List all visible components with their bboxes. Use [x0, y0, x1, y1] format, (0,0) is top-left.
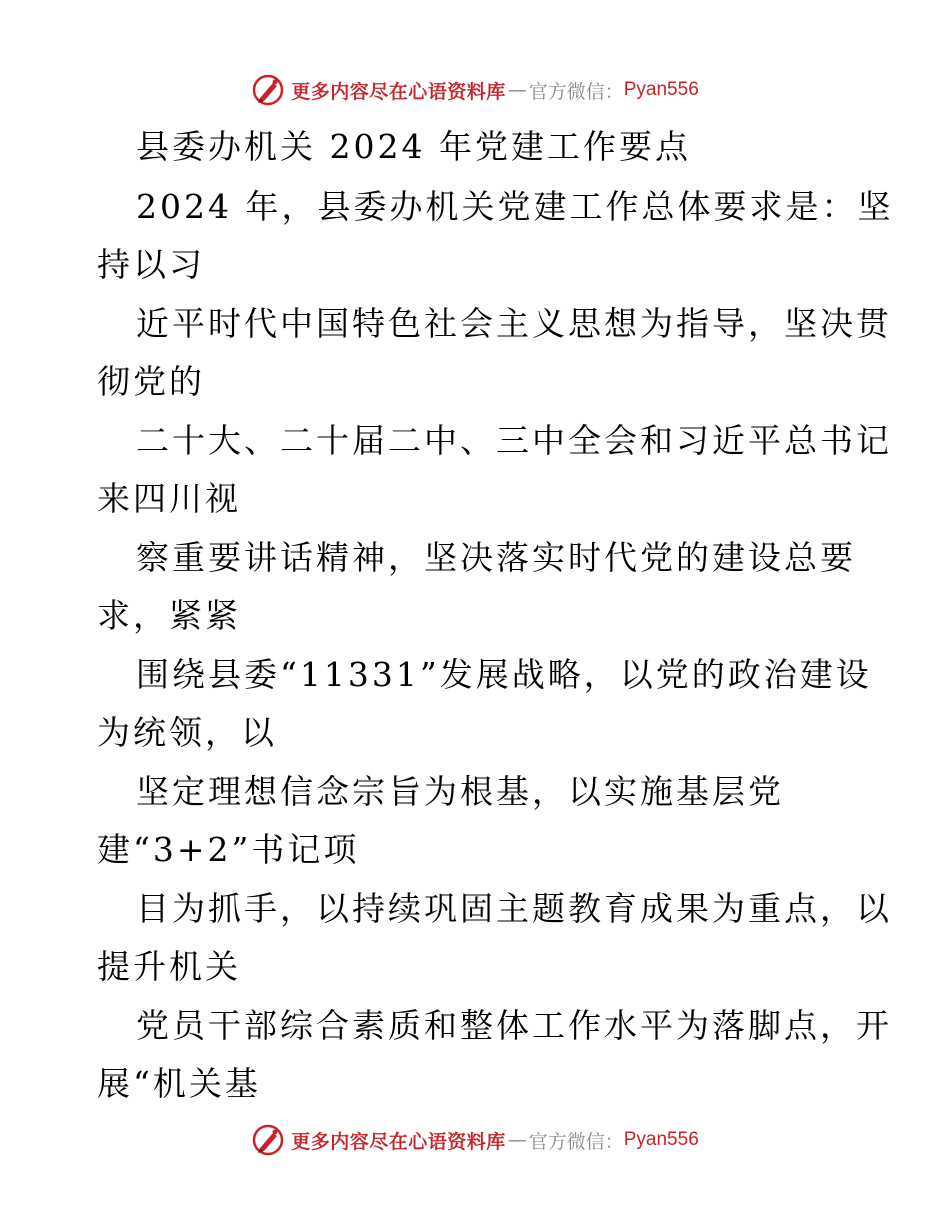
watermark-wechat-label: 官方微信： — [528, 1130, 624, 1153]
document-line: 展“机关基 — [97, 1064, 261, 1103]
document-line: 来四川视 — [97, 479, 241, 518]
document-line: 二十大、二十届二中、三中全会和习近平总书记 — [136, 421, 892, 460]
document-line: 持以习 — [97, 245, 205, 284]
footer-watermark — [0, 1120, 950, 1160]
watermark-wechat-id: Pyan556 — [623, 1129, 699, 1150]
document-line: 提升机关 — [97, 947, 241, 986]
watermark-dash: — — [507, 1129, 527, 1151]
document-line: 建“3+2”书记项 — [97, 830, 360, 869]
document-line: 围绕县委“11331”发展战略，以党的政治建设 — [136, 655, 872, 694]
watermark-text: 更多内容尽在心语资料库 — [291, 1130, 506, 1153]
watermark-wechat-label: 官方微信： — [528, 80, 624, 103]
document-line: 彻党的 — [97, 362, 205, 401]
pen-logo-icon — [251, 1123, 285, 1157]
document-line: 目为抓手，以持续巩固主题教育成果为重点，以 — [136, 889, 892, 928]
watermark-text: 更多内容尽在心语资料库 — [291, 80, 506, 103]
watermark-wechat-id: Pyan556 — [623, 79, 699, 100]
document-line: 察重要讲话精神，坚决落实时代党的建设总要 — [136, 538, 856, 577]
document-line: 近平时代中国特色社会主义思想为指导，坚决贯 — [136, 304, 892, 343]
document-line: 党员干部综合素质和整体工作水平为落脚点，开 — [136, 1006, 892, 1045]
header-watermark — [0, 70, 950, 110]
document-line: 为统领，以 — [97, 713, 277, 752]
document-line: 坚定理想信念宗旨为根基，以实施基层党 — [136, 772, 784, 811]
watermark-dash: — — [507, 79, 527, 101]
document-line: 2024 年，县委办机关党建工作总体要求是：坚 — [136, 187, 894, 226]
document-title: 县委办机关 2024 年党建工作要点 — [136, 127, 691, 166]
document-line: 求，紧紧 — [97, 596, 241, 635]
pen-logo-icon — [251, 73, 285, 107]
